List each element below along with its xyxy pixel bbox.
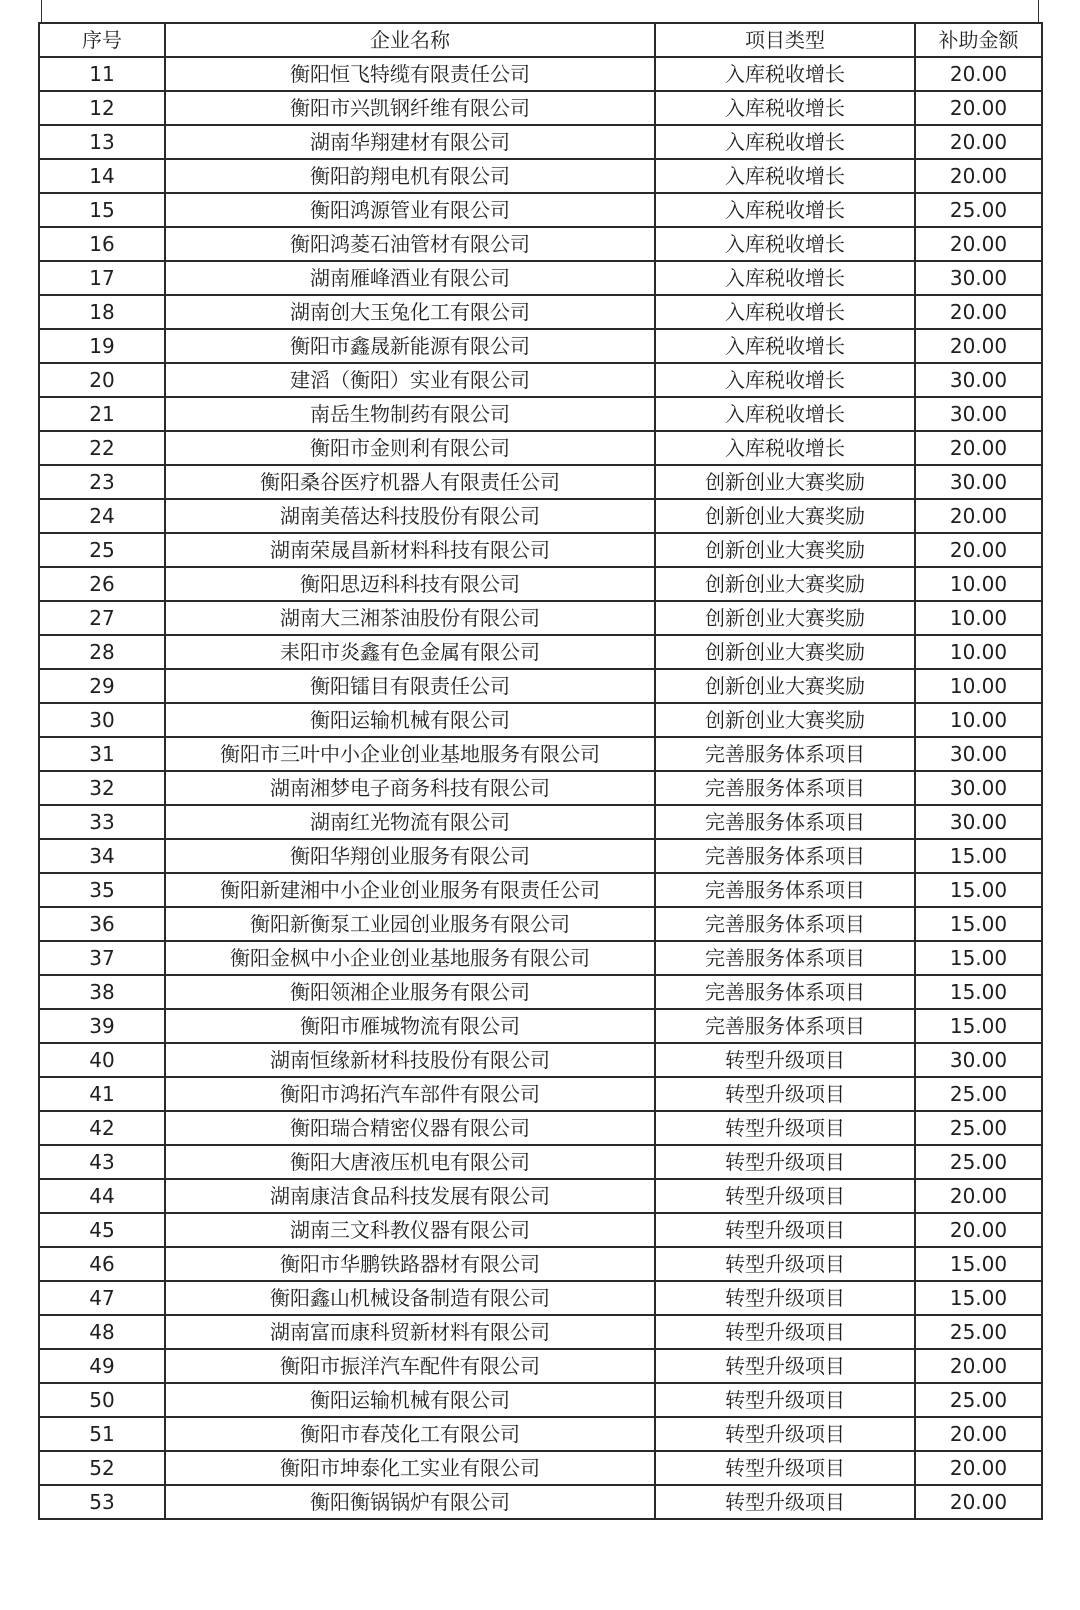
cell-company-name: 湖南富而康科贸新材料有限公司 (165, 1315, 655, 1349)
cell-serial-number: 50 (39, 1383, 165, 1417)
cell-subsidy-amount: 25.00 (915, 1315, 1042, 1349)
cell-subsidy-amount: 20.00 (915, 533, 1042, 567)
cell-serial-number: 23 (39, 465, 165, 499)
cell-project-type: 转型升级项目 (655, 1145, 915, 1179)
cell-subsidy-amount: 30.00 (915, 465, 1042, 499)
cell-subsidy-amount: 20.00 (915, 431, 1042, 465)
cell-company-name: 衡阳市坤泰化工实业有限公司 (165, 1451, 655, 1485)
cell-project-type: 创新创业大赛奖励 (655, 499, 915, 533)
cell-project-type: 转型升级项目 (655, 1247, 915, 1281)
cell-project-type: 转型升级项目 (655, 1451, 915, 1485)
cell-company-name: 衡阳市振洋汽车配件有限公司 (165, 1349, 655, 1383)
table-row (39, 805, 1042, 839)
cell-serial-number: 20 (39, 363, 165, 397)
cell-company-name: 湖南荣晟昌新材料科技有限公司 (165, 533, 655, 567)
cell-subsidy-amount: 30.00 (915, 261, 1042, 295)
cell-serial-number: 30 (39, 703, 165, 737)
cell-project-type: 创新创业大赛奖励 (655, 669, 915, 703)
cell-company-name: 衡阳鑫山机械设备制造有限公司 (165, 1281, 655, 1315)
table-row (39, 1179, 1042, 1213)
cell-subsidy-amount: 30.00 (915, 397, 1042, 431)
cell-subsidy-amount: 15.00 (915, 1009, 1042, 1043)
cell-serial-number: 37 (39, 941, 165, 975)
cell-serial-number: 36 (39, 907, 165, 941)
table-row (39, 533, 1042, 567)
cell-subsidy-amount: 10.00 (915, 703, 1042, 737)
table-row (39, 1349, 1042, 1383)
cell-serial-number: 52 (39, 1451, 165, 1485)
cell-serial-number: 31 (39, 737, 165, 771)
cell-project-type: 完善服务体系项目 (655, 737, 915, 771)
cell-serial-number: 33 (39, 805, 165, 839)
cell-company-name: 衡阳鸿源管业有限公司 (165, 193, 655, 227)
cell-project-type: 创新创业大赛奖励 (655, 601, 915, 635)
cell-project-type: 入库税收增长 (655, 431, 915, 465)
cell-serial-number: 46 (39, 1247, 165, 1281)
header-serial-number: 序号 (39, 23, 165, 57)
cell-project-type: 入库税收增长 (655, 227, 915, 261)
cell-subsidy-amount: 15.00 (915, 1247, 1042, 1281)
cell-serial-number: 27 (39, 601, 165, 635)
table-row (39, 1383, 1042, 1417)
cell-serial-number: 25 (39, 533, 165, 567)
table-row (39, 771, 1042, 805)
cell-subsidy-amount: 10.00 (915, 635, 1042, 669)
cell-serial-number: 53 (39, 1485, 165, 1519)
cell-subsidy-amount: 25.00 (915, 193, 1042, 227)
table-row (39, 1247, 1042, 1281)
cell-company-name: 建滔（衡阳）实业有限公司 (165, 363, 655, 397)
table-row (39, 601, 1042, 635)
cell-serial-number: 35 (39, 873, 165, 907)
table-row (39, 261, 1042, 295)
cell-serial-number: 49 (39, 1349, 165, 1383)
cell-project-type: 创新创业大赛奖励 (655, 703, 915, 737)
cell-serial-number: 38 (39, 975, 165, 1009)
cell-company-name: 衡阳韵翔电机有限公司 (165, 159, 655, 193)
cell-subsidy-amount: 15.00 (915, 873, 1042, 907)
table-row (39, 397, 1042, 431)
table-header-row (39, 23, 1042, 57)
table-row (39, 873, 1042, 907)
table-body (39, 57, 1042, 1519)
cell-subsidy-amount: 20.00 (915, 91, 1042, 125)
table-row (39, 363, 1042, 397)
cell-project-type: 转型升级项目 (655, 1417, 915, 1451)
cell-company-name: 湖南恒缘新材科技股份有限公司 (165, 1043, 655, 1077)
cell-company-name: 衡阳市金则利有限公司 (165, 431, 655, 465)
cell-serial-number: 48 (39, 1315, 165, 1349)
cell-serial-number: 11 (39, 57, 165, 91)
cell-project-type: 入库税收增长 (655, 57, 915, 91)
cell-subsidy-amount: 20.00 (915, 1417, 1042, 1451)
table-row (39, 907, 1042, 941)
cell-company-name: 衡阳市鸿拓汽车部件有限公司 (165, 1077, 655, 1111)
cell-project-type: 创新创业大赛奖励 (655, 533, 915, 567)
cell-company-name: 南岳生物制药有限公司 (165, 397, 655, 431)
previous-page-frame (41, 0, 1039, 22)
cell-subsidy-amount: 10.00 (915, 567, 1042, 601)
cell-project-type: 完善服务体系项目 (655, 975, 915, 1009)
cell-serial-number: 43 (39, 1145, 165, 1179)
cell-subsidy-amount: 25.00 (915, 1145, 1042, 1179)
cell-project-type: 入库税收增长 (655, 125, 915, 159)
table-row (39, 941, 1042, 975)
cell-subsidy-amount: 30.00 (915, 805, 1042, 839)
cell-serial-number: 19 (39, 329, 165, 363)
cell-serial-number: 47 (39, 1281, 165, 1315)
cell-serial-number: 34 (39, 839, 165, 873)
cell-subsidy-amount: 15.00 (915, 1281, 1042, 1315)
cell-serial-number: 42 (39, 1111, 165, 1145)
cell-subsidy-amount: 15.00 (915, 975, 1042, 1009)
cell-company-name: 衡阳市春茂化工有限公司 (165, 1417, 655, 1451)
cell-project-type: 创新创业大赛奖励 (655, 465, 915, 499)
table-row (39, 465, 1042, 499)
cell-subsidy-amount: 20.00 (915, 1485, 1042, 1519)
cell-company-name: 湖南红光物流有限公司 (165, 805, 655, 839)
cell-company-name: 衡阳恒飞特缆有限责任公司 (165, 57, 655, 91)
cell-serial-number: 17 (39, 261, 165, 295)
cell-project-type: 转型升级项目 (655, 1179, 915, 1213)
cell-serial-number: 14 (39, 159, 165, 193)
cell-project-type: 入库税收增长 (655, 397, 915, 431)
cell-serial-number: 45 (39, 1213, 165, 1247)
cell-project-type: 完善服务体系项目 (655, 771, 915, 805)
cell-serial-number: 12 (39, 91, 165, 125)
cell-serial-number: 28 (39, 635, 165, 669)
cell-company-name: 湖南三文科教仪器有限公司 (165, 1213, 655, 1247)
cell-company-name: 衡阳桑谷医疗机器人有限责任公司 (165, 465, 655, 499)
cell-project-type: 入库税收增长 (655, 329, 915, 363)
subsidy-table (38, 22, 1043, 1520)
cell-project-type: 入库税收增长 (655, 363, 915, 397)
cell-serial-number: 22 (39, 431, 165, 465)
cell-company-name: 湖南美蓓达科技股份有限公司 (165, 499, 655, 533)
table-row (39, 125, 1042, 159)
table-row (39, 839, 1042, 873)
cell-subsidy-amount: 30.00 (915, 1043, 1042, 1077)
table-row (39, 1451, 1042, 1485)
table-row (39, 227, 1042, 261)
cell-company-name: 衡阳瑞合精密仪器有限公司 (165, 1111, 655, 1145)
cell-company-name: 衡阳鸿菱石油管材有限公司 (165, 227, 655, 261)
cell-project-type: 转型升级项目 (655, 1485, 915, 1519)
cell-company-name: 衡阳市鑫晟新能源有限公司 (165, 329, 655, 363)
table-row (39, 159, 1042, 193)
cell-project-type: 完善服务体系项目 (655, 941, 915, 975)
table-row (39, 1043, 1042, 1077)
cell-subsidy-amount: 20.00 (915, 125, 1042, 159)
table-row (39, 431, 1042, 465)
cell-company-name: 湖南华翔建材有限公司 (165, 125, 655, 159)
table-row (39, 1145, 1042, 1179)
table-row (39, 329, 1042, 363)
cell-company-name: 湖南大三湘茶油股份有限公司 (165, 601, 655, 635)
cell-project-type: 完善服务体系项目 (655, 1009, 915, 1043)
cell-project-type: 转型升级项目 (655, 1383, 915, 1417)
table-row (39, 1111, 1042, 1145)
cell-subsidy-amount: 15.00 (915, 941, 1042, 975)
cell-subsidy-amount: 20.00 (915, 1213, 1042, 1247)
cell-subsidy-amount: 25.00 (915, 1077, 1042, 1111)
cell-company-name: 衡阳华翔创业服务有限公司 (165, 839, 655, 873)
cell-company-name: 湖南雁峰酒业有限公司 (165, 261, 655, 295)
cell-project-type: 入库税收增长 (655, 159, 915, 193)
table-row (39, 91, 1042, 125)
cell-project-type: 完善服务体系项目 (655, 907, 915, 941)
cell-company-name: 衡阳运输机械有限公司 (165, 1383, 655, 1417)
table-row (39, 737, 1042, 771)
cell-project-type: 转型升级项目 (655, 1043, 915, 1077)
table-row (39, 499, 1042, 533)
cell-subsidy-amount: 25.00 (915, 1111, 1042, 1145)
table-row (39, 567, 1042, 601)
cell-subsidy-amount: 20.00 (915, 57, 1042, 91)
cell-subsidy-amount: 20.00 (915, 1179, 1042, 1213)
cell-company-name: 衡阳金枫中小企业创业基地服务有限公司 (165, 941, 655, 975)
cell-subsidy-amount: 20.00 (915, 159, 1042, 193)
cell-serial-number: 32 (39, 771, 165, 805)
cell-company-name: 衡阳市三叶中小企业创业基地服务有限公司 (165, 737, 655, 771)
table-row (39, 975, 1042, 1009)
table-row (39, 669, 1042, 703)
table-row (39, 193, 1042, 227)
cell-project-type: 入库税收增长 (655, 91, 915, 125)
cell-subsidy-amount: 20.00 (915, 227, 1042, 261)
table-row (39, 1417, 1042, 1451)
cell-subsidy-amount: 15.00 (915, 839, 1042, 873)
cell-serial-number: 15 (39, 193, 165, 227)
cell-serial-number: 51 (39, 1417, 165, 1451)
cell-subsidy-amount: 20.00 (915, 329, 1042, 363)
header-project-type: 项目类型 (655, 23, 915, 57)
cell-company-name: 耒阳市炎鑫有色金属有限公司 (165, 635, 655, 669)
cell-company-name: 湖南创大玉兔化工有限公司 (165, 295, 655, 329)
cell-subsidy-amount: 20.00 (915, 295, 1042, 329)
cell-subsidy-amount: 30.00 (915, 771, 1042, 805)
table-row (39, 1281, 1042, 1315)
cell-serial-number: 39 (39, 1009, 165, 1043)
cell-serial-number: 44 (39, 1179, 165, 1213)
cell-project-type: 转型升级项目 (655, 1111, 915, 1145)
cell-company-name: 衡阳市雁城物流有限公司 (165, 1009, 655, 1043)
cell-company-name: 衡阳市华鹏铁路器材有限公司 (165, 1247, 655, 1281)
cell-serial-number: 24 (39, 499, 165, 533)
cell-subsidy-amount: 25.00 (915, 1383, 1042, 1417)
cell-project-type: 完善服务体系项目 (655, 805, 915, 839)
cell-company-name: 湖南康洁食品科技发展有限公司 (165, 1179, 655, 1213)
cell-project-type: 完善服务体系项目 (655, 873, 915, 907)
cell-subsidy-amount: 30.00 (915, 737, 1042, 771)
cell-project-type: 转型升级项目 (655, 1281, 915, 1315)
cell-subsidy-amount: 10.00 (915, 601, 1042, 635)
cell-serial-number: 16 (39, 227, 165, 261)
header-company-name: 企业名称 (165, 23, 655, 57)
cell-project-type: 转型升级项目 (655, 1077, 915, 1111)
cell-subsidy-amount: 20.00 (915, 1451, 1042, 1485)
cell-subsidy-amount: 20.00 (915, 1349, 1042, 1383)
cell-serial-number: 41 (39, 1077, 165, 1111)
cell-company-name: 衡阳市兴凯钢纤维有限公司 (165, 91, 655, 125)
cell-project-type: 创新创业大赛奖励 (655, 567, 915, 601)
cell-project-type: 转型升级项目 (655, 1349, 915, 1383)
table-row (39, 703, 1042, 737)
cell-project-type: 创新创业大赛奖励 (655, 635, 915, 669)
cell-serial-number: 29 (39, 669, 165, 703)
table-row (39, 1315, 1042, 1349)
cell-subsidy-amount: 20.00 (915, 499, 1042, 533)
cell-serial-number: 40 (39, 1043, 165, 1077)
table-row (39, 1485, 1042, 1519)
cell-project-type: 转型升级项目 (655, 1315, 915, 1349)
table-row (39, 1213, 1042, 1247)
cell-company-name: 衡阳新衡泵工业园创业服务有限公司 (165, 907, 655, 941)
cell-company-name: 衡阳领湘企业服务有限公司 (165, 975, 655, 1009)
cell-project-type: 入库税收增长 (655, 193, 915, 227)
table-row (39, 1077, 1042, 1111)
header-subsidy-amount: 补助金额 (915, 23, 1042, 57)
cell-company-name: 衡阳新建湘中小企业创业服务有限责任公司 (165, 873, 655, 907)
cell-company-name: 衡阳运输机械有限公司 (165, 703, 655, 737)
table-row (39, 295, 1042, 329)
cell-company-name: 衡阳衡锅锅炉有限公司 (165, 1485, 655, 1519)
cell-serial-number: 21 (39, 397, 165, 431)
cell-project-type: 完善服务体系项目 (655, 839, 915, 873)
cell-company-name: 衡阳大唐液压机电有限公司 (165, 1145, 655, 1179)
cell-subsidy-amount: 10.00 (915, 669, 1042, 703)
table-row (39, 635, 1042, 669)
cell-company-name: 衡阳思迈科科技有限公司 (165, 567, 655, 601)
cell-project-type: 入库税收增长 (655, 261, 915, 295)
cell-project-type: 转型升级项目 (655, 1213, 915, 1247)
cell-serial-number: 18 (39, 295, 165, 329)
table-row (39, 57, 1042, 91)
cell-company-name: 湖南湘梦电子商务科技有限公司 (165, 771, 655, 805)
cell-company-name: 衡阳镭目有限责任公司 (165, 669, 655, 703)
cell-project-type: 入库税收增长 (655, 295, 915, 329)
cell-subsidy-amount: 30.00 (915, 363, 1042, 397)
cell-serial-number: 13 (39, 125, 165, 159)
cell-serial-number: 26 (39, 567, 165, 601)
table-row (39, 1009, 1042, 1043)
cell-subsidy-amount: 15.00 (915, 907, 1042, 941)
